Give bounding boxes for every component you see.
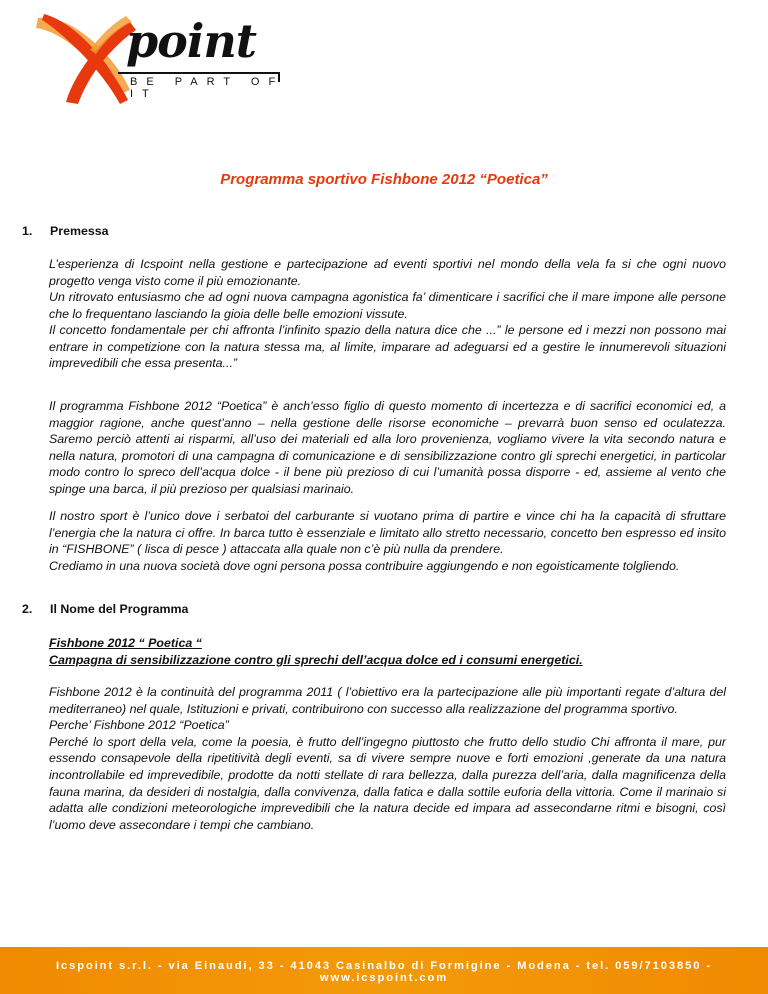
paragraph-line: Fishbone 2012 è la continuità del programma 2011 ( l’obiettivo era la partecipazione alle più importanti regate d’altura del mediterraneo) nel quale, Istituzioni e privati, contribuirono con successo alla realizzazione del programma sportivo. [49, 685, 726, 716]
program-subtitle [49, 635, 726, 668]
paragraph-line: Il nostro sport è l’unico dove i serbatoi del carburante si vuotano prima di partire e vince chi ha la capacità di sfruttare l’energia che la natura ci offre. In barca tutto è essenziale e limitato allo stretto necessario, concetto ben espresso ed insito in “FISHBONE” ( lisca di pesce ) attaccata alla quale non c’è più nulla da prendere. [49, 509, 726, 557]
program-name: Fishbone 2012 “ Poetica “ [49, 636, 202, 650]
paragraph-line: Il concetto fondamentale per chi affronta l’infinito spazio della natura dice che ...” le persone ed i mezzi non possono mai entrare in competizione con la natura stessa ma, al limite, imparare ad adeguarsi ed a gestire le innumerevoli situazioni imprevedibili che essa presenta...” [49, 323, 726, 371]
paragraph-line: Perché lo sport della vela, come la poesia, è frutto dell’ingegno piuttosto che frutto dello studio Chi affronta il mare, pur essendo consapevole della ripetitività degli eventi, sa di vivere sempre nuove e forti emozioni ,generate da una natura incontrollabile ed imprevedibile, prodotte da notti stellate di rara bellezza, dalla purezza dell’aria, dalla magnificenza della fauna marina, da desideri di nostalgia, dalla convivenza, dalla fatica e dalla sottile euforia della vittoria. Come il marinaio si adatta alle condizioni meteorologiche imprevedibili che la natura decide ed impara ad assecondarne ritmi e bisogni, così l’uomo deve assecondare i tempi che cambiano. [49, 734, 726, 832]
section-title: Il Nome del Programma [50, 602, 189, 616]
logo-wordmark: point [126, 14, 257, 68]
section-title: Premessa [50, 224, 109, 238]
footer-bar [0, 947, 768, 994]
company-logo [30, 10, 290, 110]
paragraph-intro-2 [49, 322, 726, 372]
paragraph-line: Crediamo in una nuova società dove ogni persona possa contribuire aggiungendo e non egoisticamente tolgliendo. [49, 558, 680, 573]
paragraph-line: L’esperienza di Icspoint nella gestione e partecipazione ad eventi sportivi nel mondo della vela fa si che ogni nuovo progetto venga visto come il più emozionante. [49, 257, 726, 288]
document-title: Programma sportivo Fishbone 2012 “Poetica” [220, 171, 548, 188]
section-heading-nome-programma [22, 602, 188, 616]
footer-contact-info: Icspoint s.r.l. - via Einaudi, 33 - 41043 Casinalbo di Formigine - Modena - tel. 059/7103850 - www.icspoint.com [55, 960, 713, 984]
section-heading-premessa [22, 224, 109, 238]
paragraph-intro-4 [49, 508, 726, 574]
section-number: 2. [22, 602, 33, 616]
logo-tagline: BE PART OF IT [130, 76, 285, 100]
paragraph-line: Perche’ Fishbone 2012 “Poetica” [49, 718, 229, 733]
paragraph-program-body [49, 684, 726, 833]
paragraph-line: Un ritrovato entusiasmo che ad ogni nuova campagna agonistica fa’ dimenticare i sacrifici che il mare impone alle persone che lo frequentano lasciando la gioia delle belle emozioni vissute. [49, 290, 726, 321]
program-campaign: Campagna di sensibilizzazione contro gli sprechi dell’acqua dolce ed i consumi energetici. [49, 652, 583, 667]
paragraph-line: Il programma Fishbone 2012 “Poetica” è anch’esso figlio di questo momento di incertezza e di sacrifici economici ed, a maggior ragione, anche quest’anno – nella gestione delle risorse economiche – prevarrà buon senso ed oculatezza. Saremo perciò attenti ai risparmi, all’uso dei materiali ed alla loro provenienza, vogliamo vivere la vita secondo natura e nella natura, promotori di una campagna di comunicazione e di sensibilizzazione contro gli sprechi energetici, in particolar modo contro lo spreco dell’acqua dolce - il bene più prezioso di cui l’umanità possa disporre - ed, assieme al vento che spinge una barca, il più prezioso per qualsiasi marinaio. [49, 399, 726, 496]
paragraph-intro-3 [49, 398, 726, 498]
paragraph-intro-1 [49, 256, 726, 322]
section-number: 1. [22, 224, 33, 238]
